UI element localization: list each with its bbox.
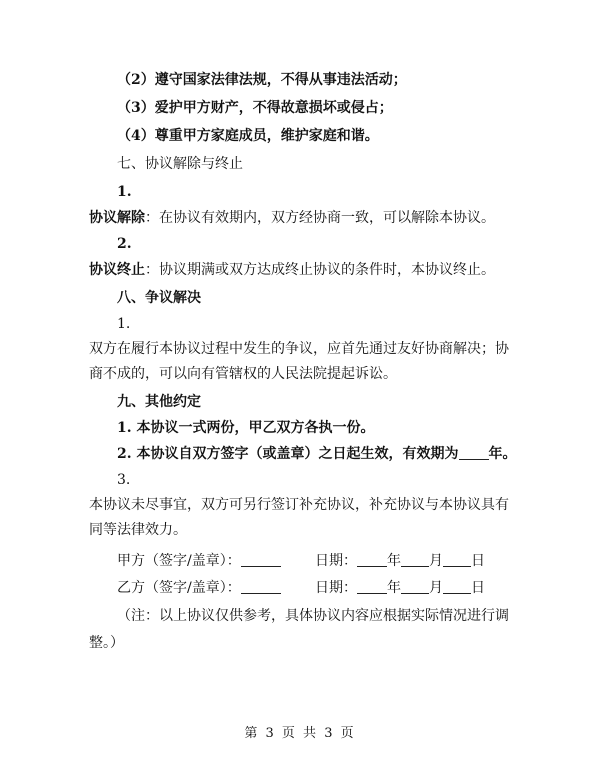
supplement-paragraph-line-1: 本协议未尽事宜，双方可另行签订补充协议，补充协议与本协议具有 <box>89 497 509 513</box>
party-a-signature <box>117 551 281 571</box>
date-year-blank <box>357 579 387 594</box>
date-label: 日期： <box>315 580 357 596</box>
date-year-unit: 年 <box>387 580 401 596</box>
date-label: 日期： <box>315 553 357 569</box>
party-b-label: 乙方（签字/盖章）： <box>117 580 241 596</box>
date-year-unit: 年 <box>387 553 401 569</box>
party-b-date <box>315 578 485 598</box>
date-year-blank <box>357 552 387 567</box>
page-number: 第 3 页 共 3 页 <box>244 726 356 741</box>
party-b-signature-blank <box>241 579 281 594</box>
section-7-heading: 七、协议解除与终止 <box>117 156 243 172</box>
validity-text: 2. 本协议自双方签字（或盖章）之日起生效，有效期为 <box>117 446 459 462</box>
section-9-heading: 九、其他约定 <box>117 394 201 410</box>
party-a-signature-blank <box>241 552 281 567</box>
supplement-paragraph-line-2: 同等法律效力。 <box>89 522 187 538</box>
termination-clause-2 <box>89 260 495 280</box>
validity-years-unit: 年。 <box>488 446 517 462</box>
note-line-1: （注：以上协议仅供参考，具体协议内容应根据实际情况进行调 <box>117 608 509 624</box>
dispute-paragraph-line-2: 商不成的，可以向有管辖权的人民法院提起诉讼。 <box>89 366 397 382</box>
section-7-number-2: 2. <box>117 236 132 252</box>
other-clause-2 <box>117 444 517 464</box>
other-clause-1: 1. 本协议一式两份，甲乙双方各执一份。 <box>117 420 375 436</box>
validity-years-blank <box>459 445 489 460</box>
termination-clause-1 <box>89 208 495 228</box>
date-month-unit: 月 <box>429 553 443 569</box>
party-a-date <box>315 551 485 571</box>
date-day-blank <box>443 579 471 594</box>
term-label-termination: 协议终止 <box>89 262 145 278</box>
date-month-unit: 月 <box>429 580 443 596</box>
party-b-signature <box>117 578 281 598</box>
term-text-termination: ：协议期满或双方达成终止协议的条件时，本协议终止。 <box>145 262 495 278</box>
term-text-dissolution: ：在协议有效期内，双方经协商一致，可以解除本协议。 <box>145 210 495 226</box>
section-8-heading: 八、争议解决 <box>117 290 201 306</box>
date-month-blank <box>401 579 429 594</box>
date-day-blank <box>443 552 471 567</box>
clause-item-2: （2）遵守国家法律法规，不得从事违法活动； <box>117 72 407 88</box>
section-9-number-3: 3. <box>117 472 131 488</box>
clause-item-4: （4）尊重甲方家庭成员，维护家庭和谐。 <box>117 128 379 144</box>
date-day-unit: 日 <box>471 580 485 596</box>
date-day-unit: 日 <box>471 553 485 569</box>
note-line-2: 整。） <box>89 635 124 651</box>
dispute-paragraph-line-1: 双方在履行本协议过程中发生的争议，应首先通过友好协商解决；协 <box>89 341 509 357</box>
clause-item-3: （3）爱护甲方财产，不得故意损坏或侵占； <box>117 100 393 116</box>
term-label-dissolution: 协议解除 <box>89 210 145 226</box>
party-a-label: 甲方（签字/盖章）： <box>117 553 241 569</box>
section-8-number-1: 1. <box>117 316 131 332</box>
date-month-blank <box>401 552 429 567</box>
section-7-number-1: 1. <box>117 184 132 200</box>
